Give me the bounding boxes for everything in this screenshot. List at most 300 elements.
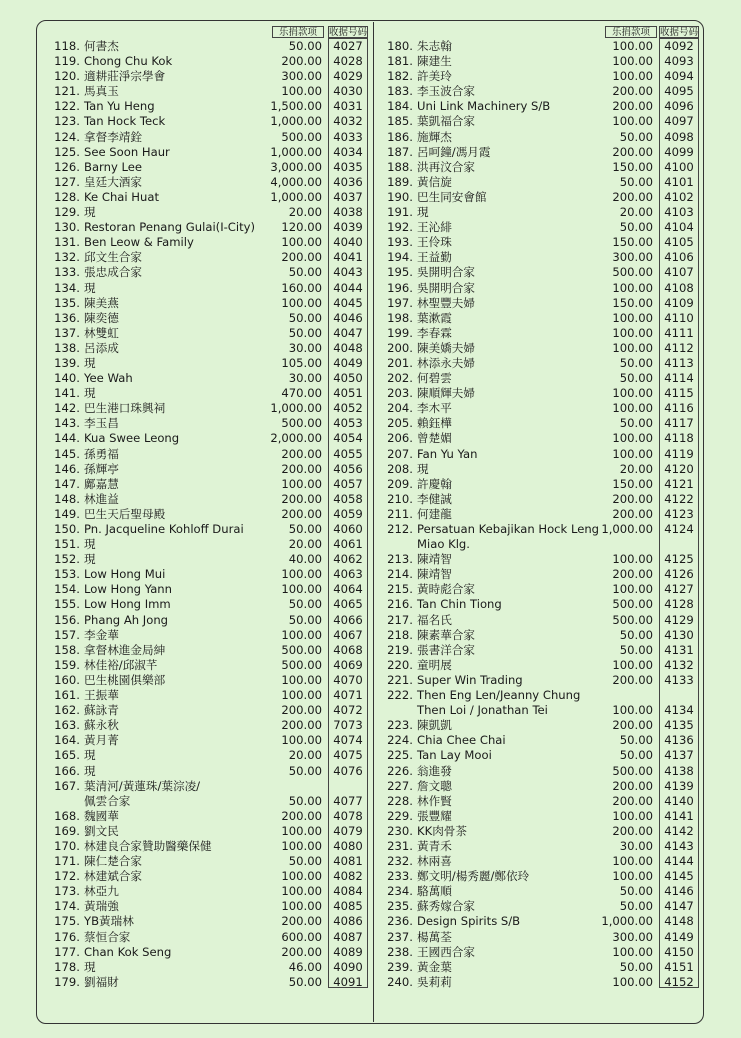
donor-name: 何碧雲: [417, 371, 452, 386]
entry-number: 120.: [54, 69, 80, 84]
entry-number: 196.: [387, 280, 413, 295]
donation-amount: 160.00: [281, 280, 322, 295]
receipt-header: 收据号码: [660, 27, 699, 38]
entry-number: 186.: [387, 129, 413, 144]
donation-amount: 20.00: [288, 537, 322, 552]
donor-name: 李春霖: [417, 325, 452, 340]
entry-number: 217.: [387, 612, 413, 627]
receipt-number: 4111: [664, 325, 694, 340]
donation-row: [46, 703, 366, 718]
donation-amount: 50.00: [288, 265, 322, 280]
donor-name: 王益勤: [417, 250, 452, 265]
donation-amount: 100.00: [281, 627, 322, 642]
receipt-number: 4029: [333, 69, 363, 84]
donor-name: 巴生港口珠興祠: [84, 401, 166, 416]
donation-row: [46, 462, 366, 477]
receipt-number: 4079: [333, 823, 363, 838]
donation-row: [381, 54, 699, 69]
receipt-number: 4071: [333, 688, 363, 703]
entry-number: 207.: [387, 446, 413, 461]
entry-number: 220.: [387, 657, 413, 672]
donation-amount: 1,000.00: [270, 144, 322, 159]
donation-amount: 300.00: [281, 69, 322, 84]
donation-row: [46, 220, 366, 235]
receipt-number: 4069: [333, 657, 363, 672]
donor-name: 陳靖智: [417, 567, 452, 582]
donation-row: [46, 130, 366, 145]
donor-name: 現: [417, 205, 429, 220]
donor-name: 詹文聰: [417, 778, 452, 793]
donation-row: [381, 658, 699, 673]
receipt-number: 4135: [664, 718, 694, 733]
receipt-number: 4093: [664, 54, 694, 69]
receipt-number: 4046: [333, 310, 363, 325]
donation-amount: 200.00: [281, 54, 322, 69]
donation-row: [46, 54, 366, 69]
entry-number: 154.: [54, 582, 80, 597]
donation-amount: 200.00: [612, 718, 653, 733]
donation-amount: 100.00: [612, 69, 653, 84]
donation-row: [381, 613, 699, 628]
donation-amount: 105.00: [281, 355, 322, 370]
donation-row: [46, 69, 366, 84]
receipt-number: 4147: [664, 899, 694, 914]
entry-number: 125.: [54, 144, 80, 159]
receipt-number: 4066: [333, 612, 363, 627]
entry-number: 142.: [54, 401, 80, 416]
donation-amount: 100.00: [612, 657, 653, 672]
receipt-number: 4070: [333, 672, 363, 687]
receipt-number: 4048: [333, 340, 363, 355]
entry-number: 159.: [54, 657, 80, 672]
entry-number: 151.: [54, 537, 80, 552]
entry-number: 150.: [54, 522, 80, 536]
donation-row: [46, 39, 366, 54]
donation-amount: 1,000.00: [270, 189, 322, 204]
donation-row: [46, 824, 366, 839]
donation-row: [381, 160, 699, 175]
donation-row: [381, 447, 699, 462]
receipt-number: 4085: [333, 899, 363, 914]
donation-amount: 50.00: [619, 355, 653, 370]
entry-number: 179.: [54, 974, 80, 989]
receipt-number: 4087: [333, 929, 363, 944]
receipt-number: 4145: [664, 869, 694, 884]
donation-row: [46, 114, 366, 129]
donation-amount: 500.00: [612, 265, 653, 280]
receipt-number: 4056: [333, 461, 363, 476]
donor-name: 張忠成合家: [84, 265, 142, 280]
donation-row: [381, 764, 699, 779]
entry-number: 206.: [387, 431, 413, 446]
receipt-number: 4126: [664, 567, 694, 582]
entry-number: 165.: [54, 748, 80, 763]
entry-number: 230.: [387, 823, 413, 838]
donation-row: [46, 779, 366, 794]
donation-row: [381, 945, 699, 960]
donation-row: [46, 296, 366, 311]
donation-row: [381, 914, 699, 929]
receipt-number: 4081: [333, 854, 363, 869]
donation-row: [46, 597, 366, 612]
entry-number: 223.: [387, 718, 413, 733]
entry-number: 239.: [387, 959, 413, 974]
donation-row: [46, 673, 366, 688]
right-header: [381, 26, 699, 39]
receipt-number: 4127: [664, 582, 694, 597]
entry-number: 191.: [387, 205, 413, 220]
entry-number: 163.: [54, 718, 80, 733]
donation-row: [46, 718, 366, 733]
donation-amount: 100.00: [281, 733, 322, 748]
donor-name: Tan Chin Tiong: [417, 597, 502, 612]
entry-number: 197.: [387, 295, 413, 310]
donation-amount: 100.00: [612, 310, 653, 325]
donation-row: [46, 356, 366, 371]
donor-name: 林雙虹: [84, 325, 119, 340]
receipt-number: 4109: [664, 295, 694, 310]
donation-row: [46, 371, 366, 386]
donation-row: [381, 567, 699, 582]
receipt-number: 4141: [664, 808, 694, 823]
entry-number: 195.: [387, 265, 413, 280]
donation-row: [46, 884, 366, 899]
donor-name: 何書杰: [84, 39, 119, 53]
donor-name: 朱志翰: [417, 39, 452, 53]
donor-name: 許美玲: [417, 69, 452, 84]
donation-row: [46, 869, 366, 884]
donor-name: 巴生同安會館: [417, 189, 487, 204]
donation-row: [381, 84, 699, 99]
receipt-number: 4084: [333, 884, 363, 899]
entry-number: 174.: [54, 899, 80, 914]
donation-amount: 1,000.00: [270, 401, 322, 416]
receipt-number: 4080: [333, 838, 363, 853]
donation-amount: 50.00: [619, 733, 653, 748]
donation-row: [46, 930, 366, 945]
donation-amount: 100.00: [612, 854, 653, 869]
receipt-number: 4117: [664, 416, 694, 431]
entry-number: 129.: [54, 205, 80, 220]
donor-name: 王振華: [84, 688, 119, 703]
donor-name: 鄭文明/楊秀麗/鄭依玲: [417, 869, 530, 884]
donation-row: [381, 628, 699, 643]
donor-name: 陳素華合家: [417, 627, 475, 642]
receipt-number: 4124: [664, 522, 694, 536]
donor-name: 佩雲合家: [84, 793, 131, 808]
donor-name: 林作賢: [417, 793, 452, 808]
donation-row: [46, 945, 366, 960]
donation-row: [46, 492, 366, 507]
donation-row: [381, 130, 699, 145]
donation-amount: 200.00: [281, 491, 322, 506]
entry-number: 164.: [54, 733, 80, 748]
donation-row: [46, 447, 366, 462]
donor-name: 葉清河/黃蓮珠/葉淙凌/: [84, 778, 201, 793]
entry-number: 152.: [54, 552, 80, 567]
receipt-number: 4039: [333, 220, 363, 235]
donation-amount: 50.00: [288, 522, 322, 536]
receipt-number: 4096: [664, 99, 694, 114]
entry-number: 189.: [387, 174, 413, 189]
donation-row: [46, 899, 366, 914]
donation-amount: 200.00: [612, 84, 653, 99]
entry-number: 199.: [387, 325, 413, 340]
entry-number: 208.: [387, 461, 413, 476]
entry-number: 161.: [54, 688, 80, 703]
receipt-number: 4047: [333, 325, 363, 340]
entry-number: 135.: [54, 295, 80, 310]
donor-name: 現: [417, 461, 429, 476]
donation-row: [46, 281, 366, 296]
donor-name: 呂添成: [84, 340, 119, 355]
receipt-number: 4055: [333, 446, 363, 461]
donation-row: [381, 779, 699, 794]
donor-name: 李木平: [417, 401, 452, 416]
entry-number: 215.: [387, 582, 413, 597]
entry-number: 201.: [387, 355, 413, 370]
donor-name: 現: [84, 386, 96, 401]
receipt-number: 4068: [333, 642, 363, 657]
entry-number: 124.: [54, 129, 80, 144]
donation-amount: 500.00: [281, 657, 322, 672]
receipt-number: 4067: [333, 627, 363, 642]
receipt-number: 4105: [664, 235, 694, 250]
entry-number: 167.: [54, 778, 80, 793]
donation-row: [381, 597, 699, 612]
donation-row: [46, 326, 366, 341]
receipt-number: 4146: [664, 884, 694, 899]
donation-row: [46, 839, 366, 854]
receipt-number: 4051: [333, 386, 363, 401]
donor-name: 王伶珠: [417, 235, 452, 250]
receipt-number: 4086: [333, 914, 363, 929]
donation-amount: 100.00: [612, 974, 653, 989]
donation-amount: 50.00: [288, 793, 322, 808]
donor-name: 李健誠: [417, 491, 452, 506]
donation-row: [381, 673, 699, 688]
donation-amount: 150.00: [612, 295, 653, 310]
donation-amount: 200.00: [612, 823, 653, 838]
donation-amount: 500.00: [281, 416, 322, 431]
donation-row: [46, 628, 366, 643]
receipt-number: 4132: [664, 657, 694, 672]
receipt-number: 4072: [333, 703, 363, 718]
entry-number: 190.: [387, 189, 413, 204]
donation-row: [381, 507, 699, 522]
donation-row: [381, 930, 699, 945]
receipt-number: 4089: [333, 944, 363, 959]
donation-amount: 100.00: [612, 280, 653, 295]
receipt-number: 4043: [333, 265, 363, 280]
donation-amount: 100.00: [612, 386, 653, 401]
receipt-number: 4037: [333, 189, 363, 204]
donation-amount: 50.00: [619, 627, 653, 642]
donation-amount: 50.00: [619, 748, 653, 763]
entry-number: 176.: [54, 929, 80, 944]
entry-number: 234.: [387, 884, 413, 899]
donation-amount: 50.00: [619, 129, 653, 144]
receipt-number: 4150: [664, 944, 694, 959]
donor-name: 王國西合家: [417, 944, 475, 959]
donation-row: [46, 341, 366, 356]
donation-row: [46, 190, 366, 205]
donor-name: Fan Yu Yan: [417, 446, 478, 461]
receipt-header: 收据号码: [329, 27, 368, 38]
donor-name: 施輝杰: [417, 129, 452, 144]
donor-name: Design Spirits S/B: [417, 914, 521, 929]
entry-number: 231.: [387, 838, 413, 853]
entry-number: 130.: [54, 220, 80, 235]
donor-name: 魏國華: [84, 808, 119, 823]
receipt-number: 4090: [333, 959, 363, 974]
donation-row: [381, 175, 699, 190]
donor-name: 洪再汶合家: [417, 159, 475, 174]
donation-row: [381, 794, 699, 809]
donation-row: [46, 401, 366, 416]
receipt-number: 4100: [664, 159, 694, 174]
receipt-number: 4030: [333, 84, 363, 99]
donor-name: 吳開明合家: [417, 280, 475, 295]
donation-amount: 200.00: [281, 808, 322, 823]
entry-number: 218.: [387, 627, 413, 642]
entry-number: 216.: [387, 597, 413, 612]
donor-name: Ben Leow & Family: [84, 235, 194, 250]
receipt-number: 4108: [664, 280, 694, 295]
donation-amount: 100.00: [612, 114, 653, 129]
entry-number: 143.: [54, 416, 80, 431]
entry-number: 203.: [387, 386, 413, 401]
donor-name: 翁進發: [417, 763, 452, 778]
donation-amount: 100.00: [612, 703, 653, 718]
donation-row: [46, 160, 366, 175]
donation-row: [381, 809, 699, 824]
donor-name: 陳美燕: [84, 295, 119, 310]
donation-amount: 200.00: [612, 144, 653, 159]
receipt-number: 4027: [333, 39, 363, 53]
donation-amount: 100.00: [612, 340, 653, 355]
donation-row: [46, 145, 366, 160]
entry-number: 137.: [54, 325, 80, 340]
receipt-number: 4062: [333, 552, 363, 567]
donor-name: 李玉昌: [84, 416, 119, 431]
donation-amount: 500.00: [281, 129, 322, 144]
entry-number: 140.: [54, 371, 80, 386]
donor-name: Uni Link Machinery S/B: [417, 99, 551, 114]
donation-row: [381, 869, 699, 884]
entry-number: 236.: [387, 914, 413, 929]
entry-number: 153.: [54, 567, 80, 582]
donation-amount: 20.00: [619, 461, 653, 476]
donor-name: Tan Lay Mooi: [417, 748, 492, 763]
entry-number: 204.: [387, 401, 413, 416]
entry-number: 212.: [387, 522, 413, 536]
amount-header: 乐捐款项: [272, 26, 324, 38]
donor-name: Pn. Jacqueline Kohloff Durai: [84, 522, 244, 536]
donation-row: [46, 733, 366, 748]
receipt-number: 4130: [664, 627, 694, 642]
receipt-number: 4143: [664, 838, 694, 853]
entry-number: 178.: [54, 959, 80, 974]
donation-amount: 100.00: [281, 899, 322, 914]
donor-name: 蘇永秋: [84, 718, 119, 733]
entry-number: 177.: [54, 944, 80, 959]
donation-amount: 50.00: [288, 325, 322, 340]
donation-amount: 20.00: [288, 205, 322, 220]
donation-row: [46, 235, 366, 250]
receipt-number: 4063: [333, 567, 363, 582]
donor-name: Low Hong Yann: [84, 582, 173, 597]
receipt-number: 4040: [333, 235, 363, 250]
donation-amount: 100.00: [612, 944, 653, 959]
donor-name: 張豐耀: [417, 808, 452, 823]
donor-name: 賴鈺樺: [417, 416, 452, 431]
donor-name: Chia Chee Chai: [417, 733, 506, 748]
receipt-number: 4137: [664, 748, 694, 763]
entry-number: 131.: [54, 235, 80, 250]
receipt-number: 4059: [333, 506, 363, 521]
entry-number: 121.: [54, 84, 80, 99]
entry-number: 166.: [54, 763, 80, 778]
donor-name: 林建良合家贊助醫藥保健: [84, 838, 212, 853]
donor-name: 鄺嘉慧: [84, 476, 119, 491]
donation-amount: 30.00: [619, 838, 653, 853]
donation-amount: 50.00: [619, 899, 653, 914]
entry-number: 149.: [54, 506, 80, 521]
donation-row: [46, 643, 366, 658]
donation-amount: 1,500.00: [270, 99, 322, 114]
receipt-number: 4034: [333, 144, 363, 159]
donation-row: [46, 84, 366, 99]
donation-row: [381, 975, 699, 990]
entry-number: 128.: [54, 189, 80, 204]
receipt-number: 4045: [333, 295, 363, 310]
donation-row: [381, 235, 699, 250]
entry-number: 175.: [54, 914, 80, 929]
entry-number: 157.: [54, 627, 80, 642]
receipt-number: 4060: [333, 522, 363, 536]
donation-row: [46, 975, 366, 990]
donor-name: 楊萬荃: [417, 929, 452, 944]
donor-name: 陳奕德: [84, 310, 119, 325]
receipt-number: 4129: [664, 612, 694, 627]
receipt-number: 4106: [664, 250, 694, 265]
donor-name: 何建龍: [417, 506, 452, 521]
donation-amount: 200.00: [281, 718, 322, 733]
receipt-number: 4094: [664, 69, 694, 84]
donation-amount: 50.00: [619, 416, 653, 431]
receipt-number: 4121: [664, 476, 694, 491]
donation-row: [381, 341, 699, 356]
donation-amount: 100.00: [612, 582, 653, 597]
entry-number: 148.: [54, 491, 80, 506]
entry-number: 228.: [387, 793, 413, 808]
donation-row: [381, 114, 699, 129]
donor-name: Persatuan Kebajikan Hock Leng: [417, 522, 600, 536]
entry-number: 227.: [387, 778, 413, 793]
receipt-number: 4120: [664, 461, 694, 476]
receipt-number: 4119: [664, 446, 694, 461]
donation-amount: 200.00: [612, 99, 653, 114]
receipt-number: 4134: [664, 703, 694, 718]
donation-amount: 200.00: [612, 672, 653, 687]
entry-number: 238.: [387, 944, 413, 959]
receipt-number: 4033: [333, 129, 363, 144]
donor-name: See Soon Haur: [84, 144, 170, 159]
donation-amount: 100.00: [612, 431, 653, 446]
receipt-number: 4049: [333, 355, 363, 370]
donation-row: [381, 296, 699, 311]
